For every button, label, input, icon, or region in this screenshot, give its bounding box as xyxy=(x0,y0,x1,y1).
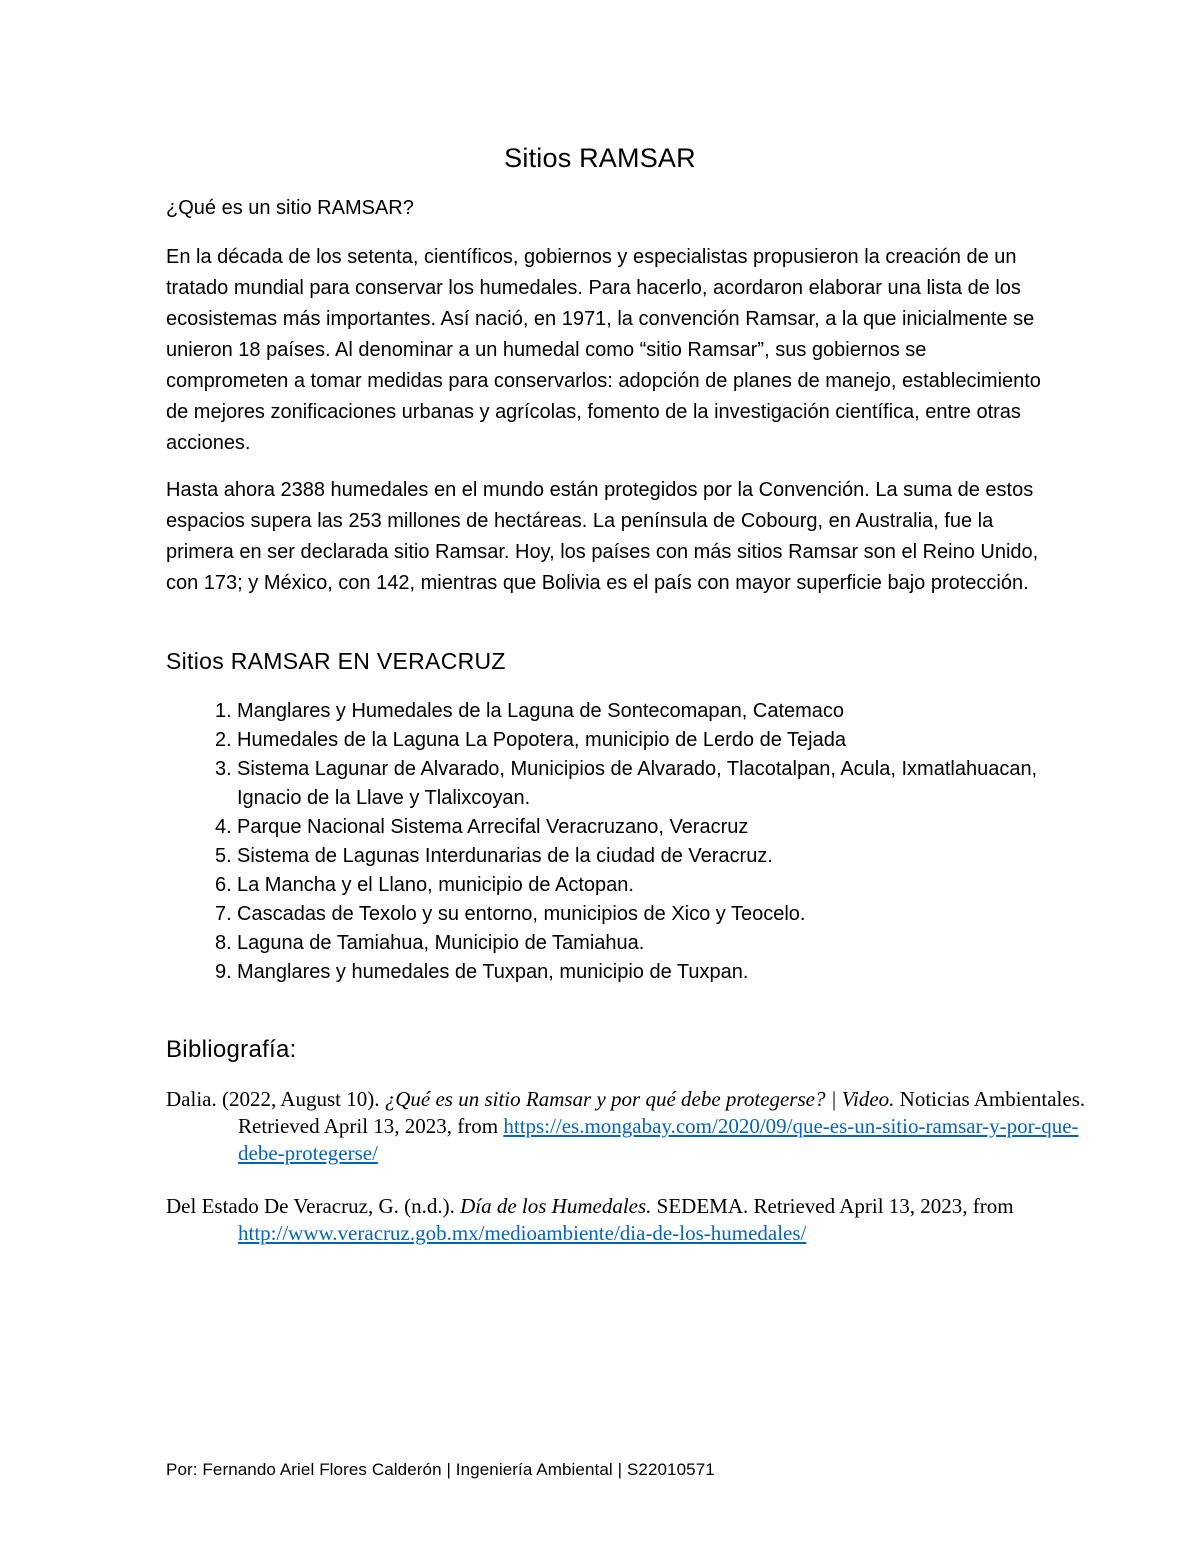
citation-author-date: Del Estado De Veracruz, G. (n.d.). xyxy=(166,1194,461,1218)
list-item-text: Manglares y humedales de Tuxpan, municipio de Tuxpan. xyxy=(237,961,749,983)
citation-title: ¿Qué es un sitio Ramsar y por qué debe protegerse? | Video. xyxy=(384,1087,895,1111)
list-item xyxy=(166,697,1046,726)
list-item-text: Laguna de Tamiahua, Municipio de Tamiahua. xyxy=(237,932,645,954)
list-item-text: Cascadas de Texolo y su entorno, municipios de Xico y Teocelo. xyxy=(237,903,806,925)
paragraph-statistics: Hasta ahora 2388 humedales en el mundo están protegidos por la Convención. La suma de estos espacios supera las 253 millones de hectáreas. La península de Cobourg, en Australia, fue la primera en ser declarada sitio Ramsar. Hoy, los países con más sitios Ramsar son el Reino Unido, con 173; y México, con 142, mientras que Bolivia es el país con mayor superficie bajo protección. xyxy=(166,479,1039,594)
bibliography-entry xyxy=(166,1193,1098,1247)
list-item-text: Sistema de Lagunas Interdunarias de la ciudad de Veracruz. xyxy=(237,845,773,867)
list-number: 8. xyxy=(215,932,232,954)
citation-source: Noticias Ambientales. Retrieved April 13, 2023, from xyxy=(238,1087,1086,1138)
list-item xyxy=(166,813,1046,842)
list-item-text: La Mancha y el Llano, municipio de Actopan. xyxy=(237,874,634,896)
citation-link[interactable]: https://es.mongabay.com/2020/09/que-es-un-sitio-ramsar-y-por-que-debe-protegerse/ xyxy=(238,1114,1079,1165)
citation-link[interactable]: http://www.veracruz.gob.mx/medioambiente/dia-de-los-humedales/ xyxy=(238,1221,807,1245)
list-item xyxy=(166,958,1046,987)
list-item xyxy=(166,929,1046,958)
list-number: 5. xyxy=(215,845,232,867)
list-number: 1. xyxy=(215,700,232,722)
document-title: Sitios RAMSAR xyxy=(504,143,696,173)
list-number: 4. xyxy=(215,816,232,838)
list-item-text: Sistema Lagunar de Alvarado, Municipios de Alvarado, Tlacotalpan, Acula, Ixmatlahuacan, Ignacio de la Llave y Tlalixcoyan. xyxy=(237,758,1038,809)
bibliography-heading: Bibliografía: xyxy=(166,1036,297,1063)
list-item-text: Humedales de la Laguna La Popotera, municipio de Lerdo de Tejada xyxy=(237,729,846,751)
list-number: 2. xyxy=(215,729,232,751)
list-item xyxy=(166,900,1046,929)
paragraph-history: En la década de los setenta, científicos, gobiernos y especialistas propusieron la creación de un tratado mundial para conservar los humedales. Para hacerlo, acordaron elaborar una lista de los ecosistemas más importantes. Así nació, en 1971, la convención Ramsar, a la que inicialmente se unieron 18 países. Al denominar a un humedal como “sitio Ramsar”, sus gobiernos se comprometen a tomar medidas para conservarlos: adopción de planes de manejo, establecimiento de mejores zonificaciones urbanas y agrícolas, fomento de la investigación científica, entre otras acciones. xyxy=(166,246,1041,454)
citation-source: SEDEMA. Retrieved April 13, 2023, from xyxy=(651,1194,1014,1218)
question-heading: ¿Qué es un sitio RAMSAR? xyxy=(166,197,414,219)
page-footer: Por: Fernando Ariel Flores Calderón | Ingeniería Ambiental | S22010571 xyxy=(166,1460,715,1479)
veracruz-sites-list xyxy=(166,697,1046,987)
list-item-text: Manglares y Humedales de la Laguna de Sontecomapan, Catemaco xyxy=(237,700,845,722)
bibliography-entry xyxy=(166,1086,1098,1167)
list-number: 3. xyxy=(215,758,232,780)
citation-author-date: Dalia. (2022, August 10). xyxy=(166,1087,385,1111)
list-item-text: Parque Nacional Sistema Arrecifal Veracruzano, Veracruz xyxy=(237,816,749,838)
citation-title: Día de los Humedales. xyxy=(460,1194,652,1218)
list-number: 6. xyxy=(215,874,232,896)
list-item xyxy=(166,842,1046,871)
list-item xyxy=(166,726,1046,755)
veracruz-heading: Sitios RAMSAR EN VERACRUZ xyxy=(166,648,506,674)
list-number: 7. xyxy=(215,903,232,925)
list-item xyxy=(166,871,1046,900)
list-item xyxy=(166,755,1046,813)
list-number: 9. xyxy=(215,961,232,983)
